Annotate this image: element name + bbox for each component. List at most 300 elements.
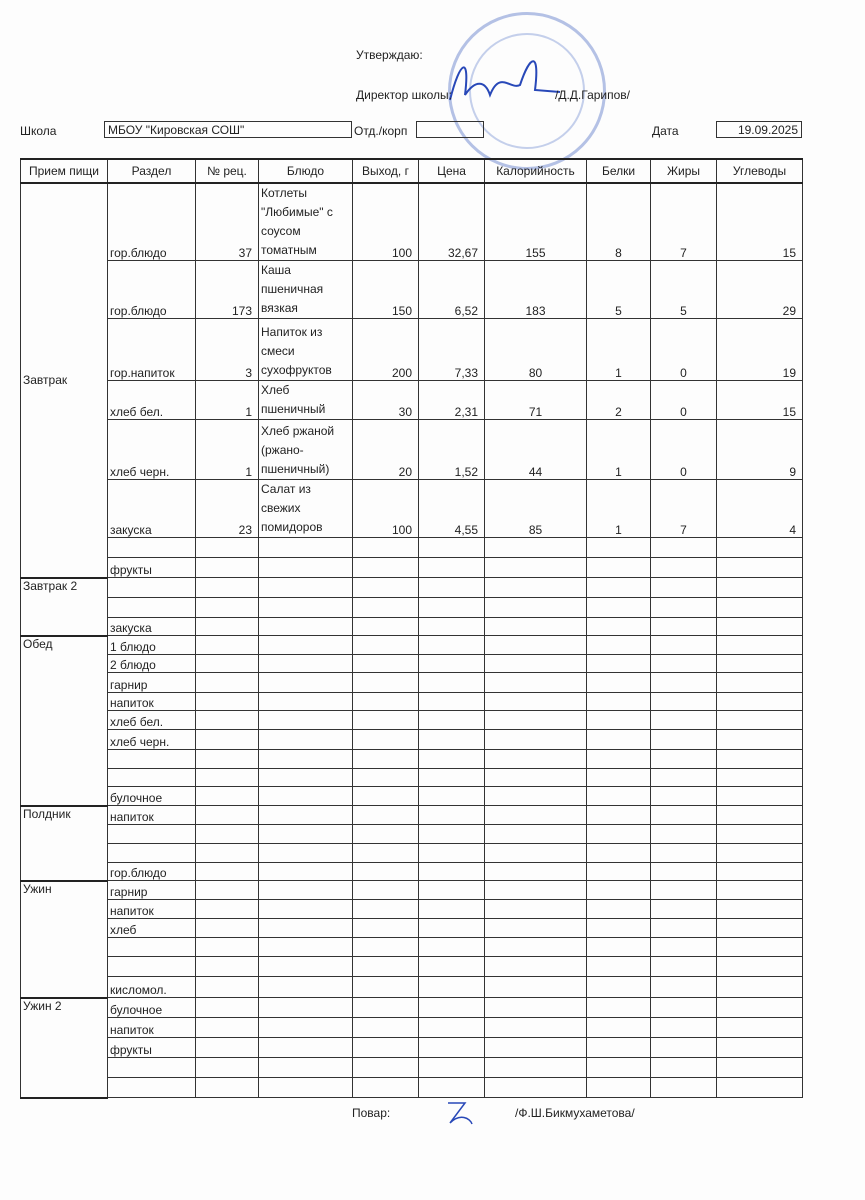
meal-cell: Завтрак 2 [21,578,108,636]
dish-cell [259,998,353,1018]
protein-cell [587,655,651,673]
table-row [21,750,803,769]
yield-cell [353,844,419,863]
protein-cell [587,1038,651,1058]
fat-cell [651,787,717,806]
protein-cell [587,881,651,900]
section-cell [108,844,196,863]
section-cell: булочное [108,998,196,1018]
recipe-cell [196,806,259,825]
calories-cell [485,769,587,787]
calories-cell: 44 [485,420,587,480]
date-field: 19.09.2025 [716,121,802,138]
price-cell [419,558,485,578]
fat-cell [651,938,717,957]
protein-cell [587,598,651,618]
section-cell: хлеб бел. [108,711,196,730]
section-cell: гор.блюдо [108,183,196,261]
calories-cell [485,787,587,806]
yield-cell: 150 [353,261,419,319]
recipe-cell [196,769,259,787]
price-cell [419,787,485,806]
protein-cell [587,863,651,881]
fat-cell [651,711,717,730]
fat-cell [651,730,717,750]
recipe-cell [196,636,259,655]
price-cell [419,673,485,693]
recipe-cell [196,1058,259,1078]
calories-cell [485,938,587,957]
protein-cell [587,977,651,998]
table-row [21,825,803,844]
table-row [21,977,803,998]
section-cell: напиток [108,806,196,825]
protein-cell [587,998,651,1018]
calories-cell: 155 [485,183,587,261]
price-cell [419,730,485,750]
protein-cell: 5 [587,261,651,319]
dish-cell [259,558,353,578]
calories-cell [485,655,587,673]
price-cell [419,998,485,1018]
fat-cell [651,1078,717,1098]
calories-cell [485,900,587,919]
price-cell [419,900,485,919]
dish-cell [259,730,353,750]
carbs-cell: 9 [717,420,803,480]
recipe-cell [196,558,259,578]
calories-cell [485,806,587,825]
yield-cell [353,1058,419,1078]
calories-cell [485,957,587,977]
yield-cell [353,578,419,598]
dish-cell [259,938,353,957]
carbs-cell [717,558,803,578]
fat-cell: 7 [651,480,717,538]
carbs-cell [717,806,803,825]
yield-cell [353,750,419,769]
calories-cell [485,578,587,598]
carbs-cell [717,1058,803,1078]
carbs-cell [717,825,803,844]
carbs-cell [717,750,803,769]
price-cell: 6,52 [419,261,485,319]
section-cell [108,957,196,977]
section-cell: фрукты [108,558,196,578]
column-header: Углеводы [717,159,803,183]
yield-cell [353,1038,419,1058]
protein-cell [587,957,651,977]
calories-cell [485,750,587,769]
fat-cell [651,750,717,769]
carbs-cell [717,598,803,618]
table-row [21,420,803,480]
protein-cell: 2 [587,381,651,420]
carbs-cell [717,1018,803,1038]
director-name: /Д.Д.Гарипов/ [555,88,631,102]
carbs-cell: 19 [717,319,803,381]
section-cell: напиток [108,693,196,711]
yield-cell [353,730,419,750]
table-row [21,183,803,261]
price-cell [419,618,485,636]
recipe-cell [196,957,259,977]
recipe-cell [196,711,259,730]
fat-cell [651,900,717,919]
calories-cell [485,673,587,693]
calories-cell [485,1018,587,1038]
calories-cell [485,636,587,655]
carbs-cell: 15 [717,381,803,420]
yield-cell [353,881,419,900]
section-cell: закуска [108,618,196,636]
protein-cell [587,1078,651,1098]
fat-cell [651,636,717,655]
table-row [21,769,803,787]
recipe-cell [196,1078,259,1098]
dish-cell [259,1058,353,1078]
approve-label: Утверждаю: [356,48,423,62]
calories-cell: 80 [485,319,587,381]
protein-cell [587,730,651,750]
table-row [21,1078,803,1098]
table-row [21,1038,803,1058]
table-row [21,1058,803,1078]
fat-cell [651,1058,717,1078]
meal-cell: Ужин 2 [21,998,108,1098]
dish-cell: Каша пшеничная вязкая [259,261,353,319]
recipe-cell [196,750,259,769]
carbs-cell [717,578,803,598]
fat-cell [651,977,717,998]
calories-cell [485,881,587,900]
column-header: Прием пищи [21,159,108,183]
section-cell [108,1058,196,1078]
protein-cell [587,919,651,938]
yield-cell [353,787,419,806]
carbs-cell [717,1078,803,1098]
yield-cell [353,825,419,844]
cook-name: /Ф.Ш.Бикмухаметова/ [515,1106,635,1120]
carbs-cell [717,919,803,938]
table-row [21,998,803,1018]
table-row [21,919,803,938]
dish-cell [259,618,353,636]
fat-cell: 0 [651,420,717,480]
dish-cell [259,1038,353,1058]
yield-cell: 200 [353,319,419,381]
dish-cell [259,693,353,711]
price-cell [419,655,485,673]
fat-cell [651,1038,717,1058]
table-row [21,598,803,618]
carbs-cell: 29 [717,261,803,319]
price-cell [419,938,485,957]
protein-cell [587,750,651,769]
fat-cell [651,538,717,558]
section-cell: гор.напиток [108,319,196,381]
dish-cell [259,900,353,919]
yield-cell [353,938,419,957]
fat-cell [651,655,717,673]
protein-cell: 1 [587,319,651,381]
price-cell [419,1058,485,1078]
fat-cell [651,863,717,881]
carbs-cell: 15 [717,183,803,261]
carbs-cell [717,636,803,655]
protein-cell [587,711,651,730]
fat-cell [651,1018,717,1038]
carbs-cell [717,957,803,977]
calories-cell: 85 [485,480,587,538]
recipe-cell [196,938,259,957]
dish-cell: Хлеб пшеничный [259,381,353,420]
dish-cell [259,578,353,598]
recipe-cell [196,863,259,881]
carbs-cell [717,938,803,957]
column-header: Калорийность [485,159,587,183]
price-cell [419,881,485,900]
price-cell [419,538,485,558]
section-cell [108,769,196,787]
calories-cell [485,618,587,636]
fat-cell [651,598,717,618]
protein-cell [587,1018,651,1038]
fat-cell: 0 [651,319,717,381]
column-header: Блюдо [259,159,353,183]
section-cell: гор.блюдо [108,863,196,881]
recipe-cell: 23 [196,480,259,538]
section-cell: фрукты [108,1038,196,1058]
yield-cell [353,655,419,673]
recipe-cell [196,578,259,598]
table-row [21,261,803,319]
yield-cell [353,900,419,919]
price-cell [419,636,485,655]
yield-cell: 100 [353,480,419,538]
column-header: Раздел [108,159,196,183]
table-row [21,558,803,578]
calories-cell [485,1078,587,1098]
table-row [21,938,803,957]
carbs-cell [717,655,803,673]
fat-cell [651,844,717,863]
dish-cell: Хлеб ржаной (ржано-пшеничный) [259,420,353,480]
carbs-cell [717,977,803,998]
table-row [21,881,803,900]
dish-cell [259,919,353,938]
protein-cell [587,769,651,787]
dish-cell [259,750,353,769]
carbs-cell [717,693,803,711]
price-cell [419,1038,485,1058]
table-row [21,957,803,977]
calories-cell: 183 [485,261,587,319]
fat-cell [651,998,717,1018]
price-cell [419,919,485,938]
section-cell: гор.блюдо [108,261,196,319]
fat-cell [651,693,717,711]
protein-cell: 1 [587,480,651,538]
section-cell: напиток [108,900,196,919]
meal-cell: Ужин [21,881,108,998]
calories-cell [485,558,587,578]
price-cell [419,769,485,787]
table-row [21,863,803,881]
yield-cell [353,558,419,578]
fat-cell [651,673,717,693]
table-row [21,538,803,558]
recipe-cell [196,598,259,618]
carbs-cell [717,844,803,863]
calories-cell [485,919,587,938]
protein-cell [587,538,651,558]
price-cell [419,825,485,844]
table-row [21,578,803,598]
protein-cell [587,693,651,711]
price-cell [419,711,485,730]
section-cell [108,938,196,957]
table-row [21,844,803,863]
recipe-cell [196,655,259,673]
section-cell: напиток [108,1018,196,1038]
meal-cell: Завтрак [21,183,108,578]
yield-cell [353,977,419,998]
recipe-cell [196,787,259,806]
calories-cell [485,1038,587,1058]
dish-cell [259,655,353,673]
table-row [21,319,803,381]
price-cell [419,693,485,711]
dish-cell: Салат из свежих помидоров [259,480,353,538]
section-cell: хлеб черн. [108,730,196,750]
protein-cell [587,558,651,578]
section-cell: 2 блюдо [108,655,196,673]
calories-cell [485,998,587,1018]
dish-cell [259,636,353,655]
dish-cell [259,787,353,806]
recipe-cell [196,900,259,919]
calories-cell [485,977,587,998]
price-cell [419,598,485,618]
table-row [21,636,803,655]
section-cell [108,598,196,618]
yield-cell [353,598,419,618]
column-header: Жиры [651,159,717,183]
dish-cell: Напиток из смеси сухофруктов [259,319,353,381]
price-cell [419,1018,485,1038]
dish-cell [259,673,353,693]
price-cell [419,863,485,881]
school-label: Школа [20,124,57,138]
protein-cell [587,636,651,655]
table-row [21,673,803,693]
director-signature [440,50,570,110]
recipe-cell [196,538,259,558]
recipe-cell [196,1038,259,1058]
protein-cell: 1 [587,420,651,480]
recipe-cell [196,673,259,693]
calories-cell: 71 [485,381,587,420]
price-cell [419,977,485,998]
school-field: МБОУ "Кировская СОШ" [104,121,352,138]
protein-cell [587,806,651,825]
meal-cell: Обед [21,636,108,806]
yield-cell: 20 [353,420,419,480]
price-cell: 2,31 [419,381,485,420]
calories-cell [485,730,587,750]
dish-cell [259,598,353,618]
table-row [21,787,803,806]
recipe-cell: 1 [196,381,259,420]
recipe-cell: 173 [196,261,259,319]
dish-cell [259,957,353,977]
carbs-cell: 4 [717,480,803,538]
yield-cell: 100 [353,183,419,261]
carbs-cell [717,900,803,919]
dish-cell [259,1078,353,1098]
yield-cell [353,769,419,787]
carbs-cell [717,673,803,693]
price-cell [419,806,485,825]
dept-label: Отд./корп [354,124,408,138]
dish-cell [259,1018,353,1038]
meal-cell: Полдник [21,806,108,881]
recipe-cell [196,825,259,844]
yield-cell [353,636,419,655]
protein-cell [587,844,651,863]
section-cell [108,538,196,558]
table-row [21,618,803,636]
dish-cell [259,769,353,787]
recipe-cell [196,1018,259,1038]
section-cell [108,825,196,844]
protein-cell [587,900,651,919]
price-cell: 4,55 [419,480,485,538]
protein-cell [587,1058,651,1078]
table-row [21,480,803,538]
recipe-cell [196,998,259,1018]
table-row [21,806,803,825]
calories-cell [485,693,587,711]
price-cell [419,844,485,863]
section-cell: гарнир [108,673,196,693]
recipe-cell [196,618,259,636]
calories-cell [485,825,587,844]
dish-cell: Котлеты "Любимые" с соусом томатным [259,183,353,261]
dept-field [416,121,484,138]
price-cell: 7,33 [419,319,485,381]
carbs-cell [717,998,803,1018]
protein-cell [587,618,651,636]
yield-cell [353,693,419,711]
column-header: Выход, г [353,159,419,183]
carbs-cell [717,769,803,787]
calories-cell [485,598,587,618]
section-cell: хлеб [108,919,196,938]
section-cell [108,578,196,598]
dish-cell [259,863,353,881]
recipe-cell [196,844,259,863]
calories-cell [485,1058,587,1078]
carbs-cell [717,538,803,558]
fat-cell [651,578,717,598]
yield-cell [353,1078,419,1098]
recipe-cell: 3 [196,319,259,381]
price-cell [419,750,485,769]
carbs-cell [717,863,803,881]
section-cell [108,1078,196,1098]
